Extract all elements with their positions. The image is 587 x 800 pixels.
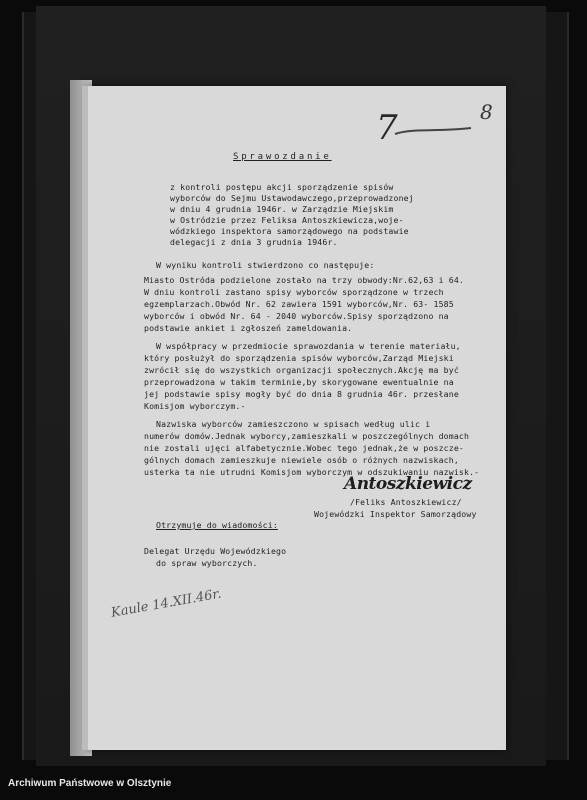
body-line: Nazwiska wyborców zamieszczono w spisach według ulic i [156, 419, 431, 429]
signature: Antoszkiewicz [344, 474, 472, 494]
signer-title: Wojewódzki Inspektor Samorządowy [314, 509, 477, 519]
handwritten-note: Kaule 14.XII.46r. [110, 586, 223, 621]
intro-line: w Ostródzie przez Feliksa Antoszkiewicza,woje- [170, 215, 404, 225]
body-line: gólnych domach zamieszkuje niewiele osób o różnych nazwiskach, [144, 455, 459, 465]
intro-line: wyborców do Sejmu Ustawodawczego,przeprowadzonej [170, 193, 414, 203]
signer-name: /Feliks Antoszkiewicz/ [350, 497, 462, 507]
intro-line: z kontroli postępu akcji sporządzenie spisów [170, 182, 394, 192]
archive-label: Archiwum Państwowe w Olsztynie [8, 778, 172, 789]
recipient-line: Delegat Urzędu Wojewódzkiego [144, 546, 287, 556]
body-line: podstawie ankiet i zgłoszeń zameldowania. [144, 323, 353, 333]
body-line: zwrócił się do wszystkich organizacji społecznych.Akcję ma być [144, 365, 459, 375]
body-line: usterka ta nie utrudni Komisjom wyborczym w odszukiwaniu nazwisk.- [144, 467, 480, 477]
intro-line: w dniu 4 grudnia 1946r. w Zarządzie Miejskim [170, 204, 394, 214]
body-line: Miasto Ostróda podzielone zostało na trzy obwody:Nr.62,63 i 64. [144, 275, 464, 285]
body-line: który posłużył do sporządzenia spisów wyborców,Zarząd Miejski [144, 353, 454, 363]
document-page [88, 86, 506, 750]
intro-line: delegacji z dnia 3 grudnia 1946r. [170, 237, 338, 247]
page-mark: 7 [376, 108, 398, 148]
body-line: nie zostali ujęci alfabetycznie.Wobec tego jednak,że w poszcze- [144, 443, 464, 453]
body-line: W dniu kontroli zastano spisy wyborców sporządzone w trzech [144, 287, 444, 297]
page-mark-strike [393, 122, 473, 142]
body-line: numerów domów.Jednak wyborcy,zamieszkali w poszczególnych domach [144, 431, 470, 441]
body-line: jej podstawie spisy mogły być do dnia 8 grudnia 46r. przesłane [144, 389, 459, 399]
body-line: W wyniku kontroli stwierdzono co następuje: [156, 260, 375, 270]
body-line: Komisjom wyborczym.- [144, 401, 246, 411]
body-line: przeprowadzona w takim terminie,by skorygowane ewentualnie na [144, 377, 454, 387]
recipient-line: do spraw wyborczych. [156, 558, 258, 568]
body-line: egzemplarzach.Obwód Nr. 62 zawiera 1591 wyborców,Nr. 63- 1585 [144, 299, 454, 309]
document-title: Sprawozdanie [233, 152, 332, 162]
intro-line: wódzkiego inspektora samorządowego na podstawie [170, 226, 409, 236]
body-line: W współpracy w przedmiocie sprawozdania w terenie materiału, [156, 341, 461, 351]
page-number: 8 [480, 100, 493, 124]
body-line: wyborców i obwód Nr. 64 - 2040 wyborców.Spisy sporządzono na [144, 311, 449, 321]
recipients-header: Otrzymuje do wiadomości: [156, 520, 278, 530]
